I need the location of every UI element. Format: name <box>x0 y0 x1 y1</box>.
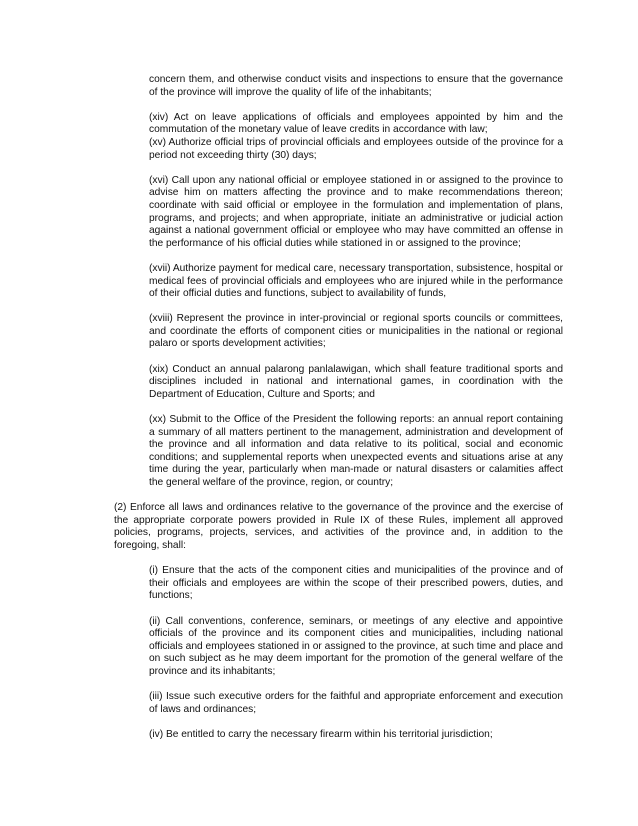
paragraph-xviii: (xviii) Represent the province in inter-provincial or regional sports councils or committees, and coordinate the efforts of component cities or municipalities in the national or regional palaro or sports development activities; <box>149 313 563 350</box>
paragraph-xiv: (xiv) Act on leave applications of officials and employees appointed by him and the commutation of the monetary value of leave credits in accordance with law; <box>149 111 563 136</box>
paragraph-continuation: concern them, and otherwise conduct visits and inspections to ensure that the governance of the province will improve the quality of life of the inhabitants; <box>149 74 563 98</box>
paragraph-xx: (xx) Submit to the Office of the President the following reports: an annual report containing a summary of all matters pertinent to the management, administration and development of the province and all information and data relative to its political, social and economic conditions; and supplemental reports when unexpected events and situations arise at any time during the year, particularly when man-made or natural disasters or calamities affect the general welfare of the province, region, or country; <box>149 414 563 488</box>
paragraph-2: (2) Enforce all laws and ordinances relative to the governance of the province and the exercise of the appropriate corporate powers provided in Rule IX of these Rules, implement all approved policies, programs, projects, services, and activities of the province and, in addition to the foregoing, shall: <box>114 502 563 551</box>
paragraph-iii: (iii) Issue such executive orders for the faithful and appropriate enforcement and execution of laws and ordinances; <box>149 691 563 715</box>
paragraph-xv: (xv) Authorize official trips of provincial officials and employees outside of the province for a period not exceeding thirty (30) days; <box>149 136 563 161</box>
paragraph-i: (i) Ensure that the acts of the component cities and municipalities of the province and of their officials and employees are within the scope of their prescribed powers, duties, and functions; <box>149 565 563 602</box>
paragraph-xix: (xix) Conduct an annual palarong panlalawigan, which shall feature traditional sports and disciplines included in national and international games, in coordination with the Department of Education, Culture and Sports; and <box>149 363 563 400</box>
paragraph-xvi: (xvi) Call upon any national official or employee stationed in or assigned to the province to advise him on matters affecting the province and to make recommendations thereon; coordinate with said official or employee in the formulation and implementation of plans, programs, and projects; and when appropriate, initiate an administrative or judicial action against a national government official or employee who may have committed an offense in the performance of his official duties while stationed in or assigned to the province; <box>149 174 563 249</box>
paragraph-iv: (iv) Be entitled to carry the necessary firearm within his territorial jurisdiction; <box>149 728 493 740</box>
paragraph-ii: (ii) Call conventions, conference, seminars, or meetings of any elective and appointive officials of the province and its component cities and municipalities, including national officials and employees stationed in or assigned to the province, at such time and place and on such subject as he may deem important for the promotion of the general welfare of the province and its inhabitants; <box>149 615 563 677</box>
paragraph-xvii: (xvii) Authorize payment for medical care, necessary transportation, subsistence, hospital or medical fees of provincial officials and employees who are injured while in the performance of their official duties and functions, subject to availability of funds, <box>149 262 563 300</box>
